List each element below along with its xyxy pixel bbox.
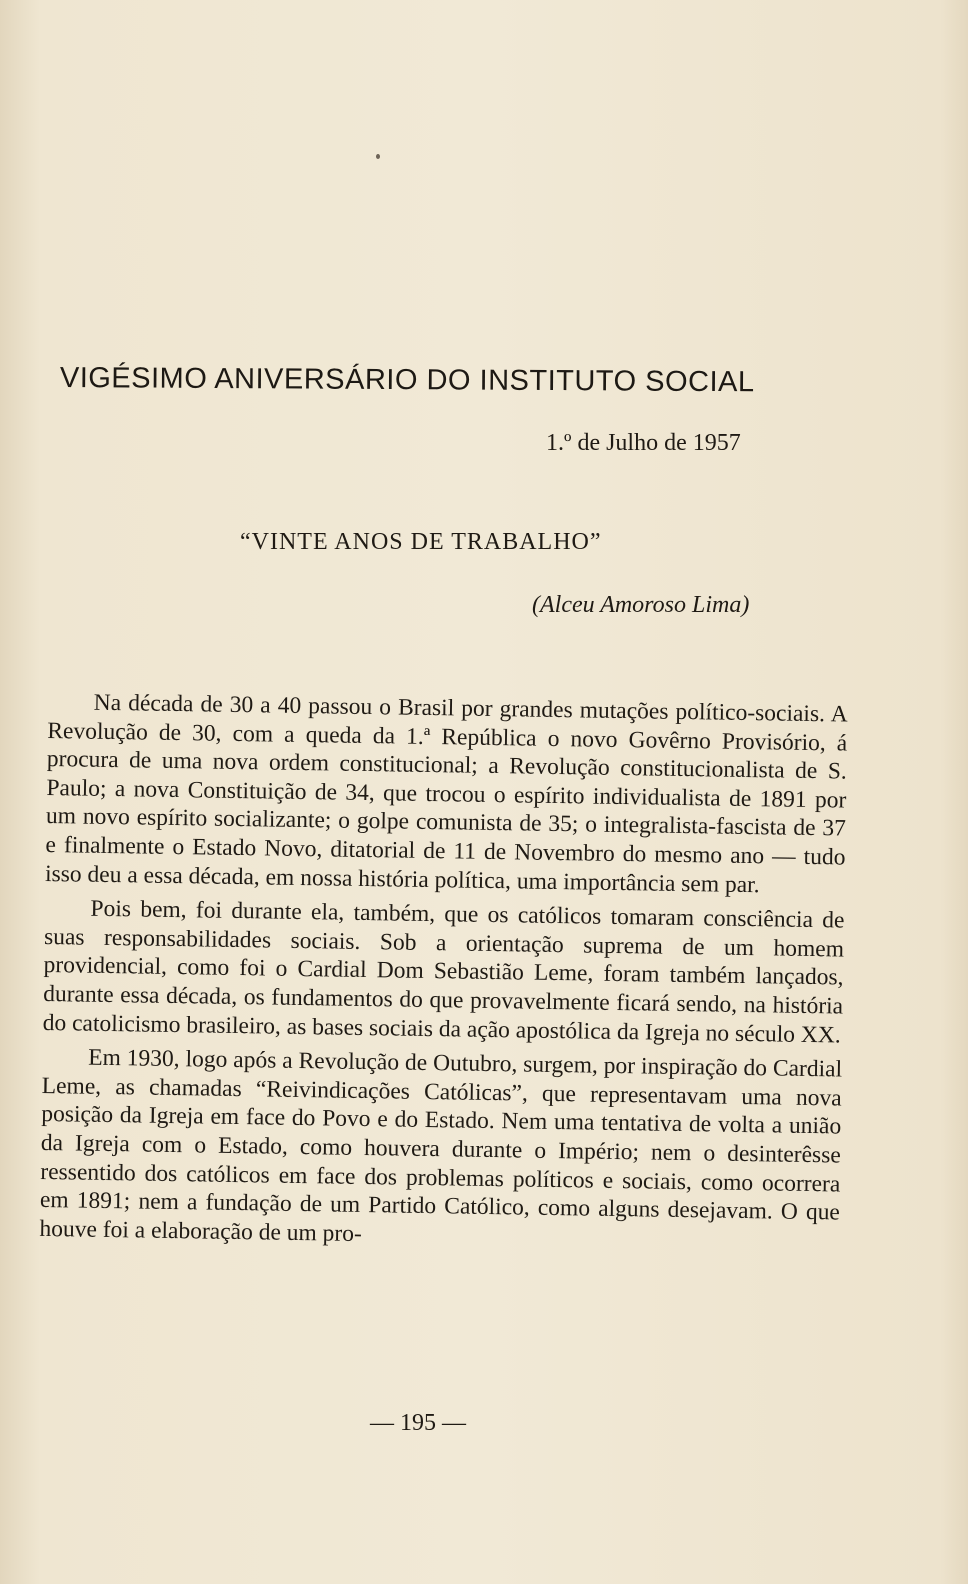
article-date: 1.º de Julho de 1957 [546,430,741,456]
page-number: — 195 — [370,1410,466,1436]
paragraph: Na década de 30 a 40 passou o Brasil por grandes mutações político-sociais. A Revolução de 30, com a queda da 1.ª República o novo Govêrno Provisório, á procura de uma nova ordem constitucional; a Revolução constitucionalista de S. Paulo; a nova Constituição de 34, que trocou o espírito individualista de 1891 por um novo espírito socializante; o golpe comunista de 35; o integralista-fascista de 37 e finalmente o Estado Novo, ditatorial de 11 de Novembro do mesmo ano — tudo isso deu a essa década, em nossa história política, uma importância sem par. [44,689,848,898]
paragraph: Em 1930, logo após a Revolução de Outubro, surgem, por inspiração do Cardial Leme, as chamadas “Reivindicações Católicas”, que representavam uma nova posição da Igreja em face do Povo e do Estado. Nem uma tentativa de volta a união da Igreja com o Estado, como houvera durante o Império; nem o desinterêsse ressentido dos católicos em face dos problemas políticos e sociais, como ocorrera em 1891; nem a fundação de um Partido Católico, como alguns desejavam. O que houve foi a elaboração de um pro- [39,1044,843,1247]
paragraph: Pois bem, foi durante ela, também, que os católicos tomaram consciência de suas responsabilidades sociais. Sob a orientação suprema de um homem providencial, como foi o Cardial Dom Sebastião Leme, foram também lançados, durante essa década, os fundamentos do que provavelmente ficará sendo, na história do catolicismo brasileiro, as bases sociais da ação apostólica da Igreja no século XX. [42,895,845,1049]
ink-speck [376,154,380,159]
article-author: (Alceu Amoroso Lima) [532,592,750,618]
article-title: VIGÉSIMO ANIVERSÁRIO DO INSTITUTO SOCIAL [59,362,755,399]
article-body [39,688,848,1256]
article-subtitle: “VINTE ANOS DE TRABALHO” [240,529,602,555]
